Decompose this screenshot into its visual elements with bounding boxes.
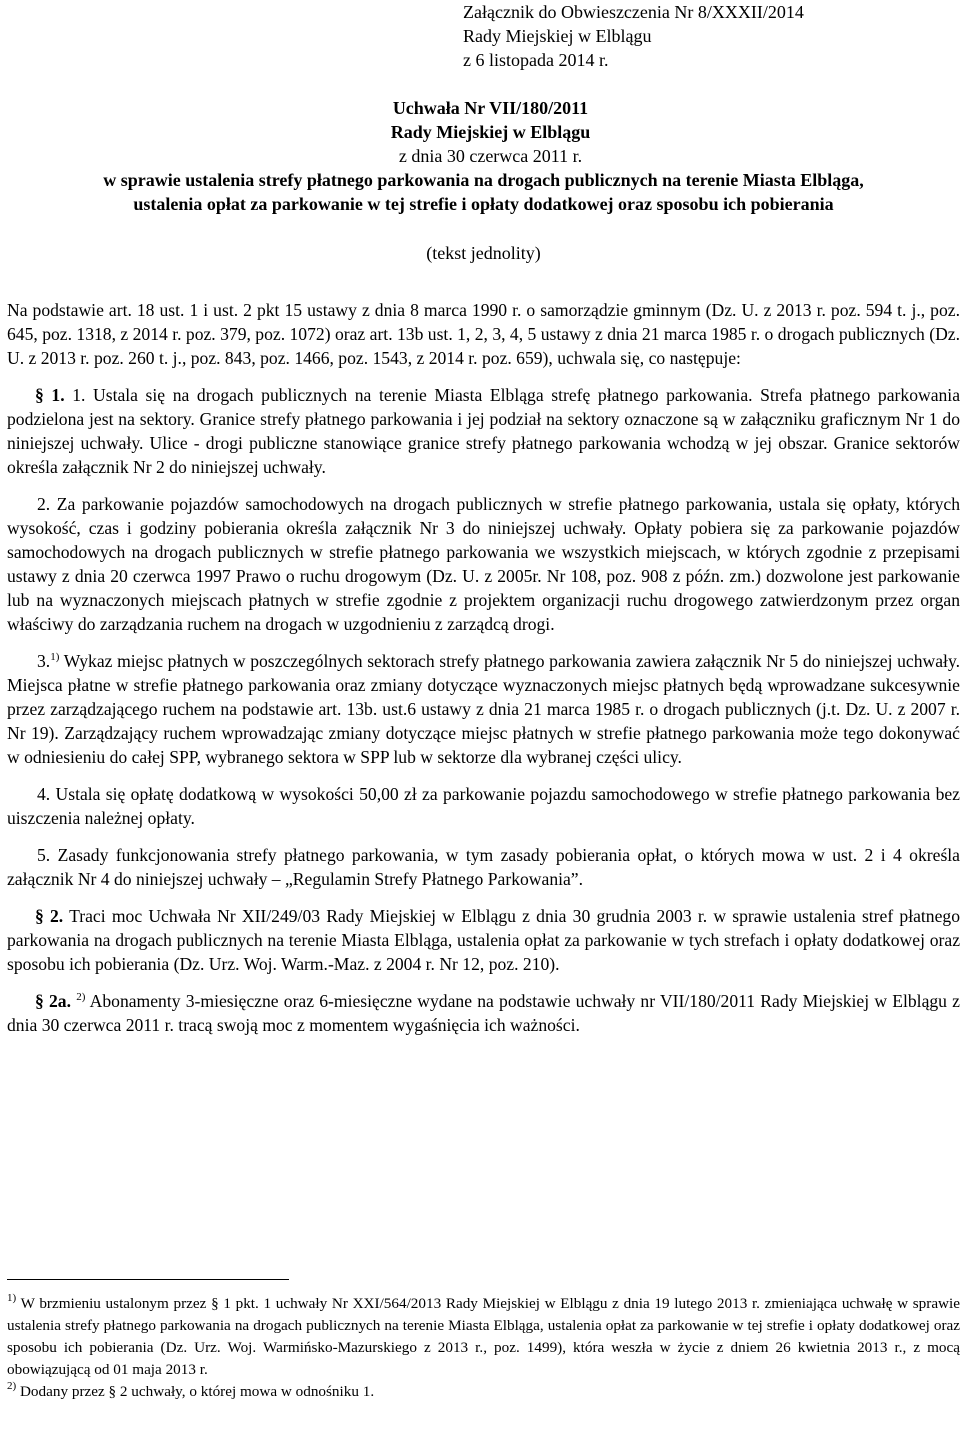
annex-line-1: Załącznik do Obwieszczenia Nr 8/XXXII/2014 [463, 2, 804, 22]
footnote-ref: 1) [50, 651, 60, 663]
subject-line-2: ustalenia opłat za parkowanie w tej strefie i opłaty dodatkowej oraz sposobu ich pobierania [133, 194, 834, 214]
paragraph-number: 3. [37, 651, 51, 671]
footnote-ref: 2) [76, 991, 86, 1003]
section-text: Traci moc Uchwała Nr XII/249/03 Rady Miejskiej w Elblągu z dnia 30 grudnia 2003 r. w sprawie ustalenia stref płatnego parkowania na drogach publicznych na terenie Miasta Elbląga, ustalenia opłat za parkowanie w tych strefach i opłaty dodatkowej oraz sposobu ich pobierania (Dz. Urz. Woj. Warm.-Maz. z 2004 r. Nr 12, poz. 210). [7, 906, 960, 974]
section-1-paragraph-3 [7, 649, 960, 769]
section-1-paragraph-1 [7, 383, 960, 479]
paragraph-number: 5. [37, 845, 51, 865]
section-2a [7, 989, 960, 1037]
preamble: Na podstawie art. 18 ust. 1 i ust. 2 pkt 15 ustawy z dnia 8 marca 1990 r. o samorządzie gminnym (Dz. U. z 2013 r. poz. 594 t. j., poz. 645, poz. 1318, z 2014 r. poz. 379, poz. 1072) oraz art. 13b ust. 1, 2, 3, 4, 5 ustawy z dnia 21 marca 1985 r. o drogach publicznych (Dz. U. z 2013 r. poz. 260 t. j., poz. 843, poz. 1466, poz. 1543, z 2014 r. poz. 659), uchwala się, co następuje: [7, 300, 960, 368]
unified-text-label: (tekst jednolity) [426, 243, 541, 263]
annex-line-3: z 6 listopada 2014 r. [463, 50, 609, 70]
title-line-3: z dnia 30 czerwca 2011 r. [398, 146, 583, 166]
resolution-title [7, 96, 960, 168]
footnotes [7, 1293, 960, 1403]
paragraph-text: Ustala się na drogach publicznych na terenie Miasta Elbląga strefę płatnego parkowania. Strefa płatnego parkowania podzielona jest na sektory. Granice strefy płatnego parkowania i jej podział na sektory oznaczone są w załączniku graficznym Nr 1 do niniejszej uchwały. Ulice - drogi publiczne stanowiące granice strefy płatnego parkowania wchodzą w jej obszar. Granice sektorów określa załącznik Nr 2 do niniejszej uchwały. [7, 385, 960, 477]
subject-line-1: w sprawie ustalenia strefy płatnego parkowania na drogach publicznych na terenie Miasta Elbląga, [103, 170, 864, 190]
footnote-text: W brzmieniu ustalonym przez § 1 pkt. 1 uchwały Nr XXI/564/2013 Rady Miejskiej w Elblągu z dnia 19 lutego 2013 r. zmieniająca uchwałę w sprawie ustalenia strefy płatnego parkowania na drogach publicznych na terenie Miasta Elbląga, ustalenia opłat za parkowanie w tej strefie i opłaty dodatkowej oraz sposobu ich pobierania (Dz. Urz. Woj. Warmińsko-Mazurskiego z 2013 r., poz. 1499), która weszła w życie z dniem 26 kwietnia 2013 r., z mocą obowiązującą od 01 maja 2013 r. [7, 1295, 960, 1378]
annex-header [463, 0, 960, 72]
paragraph-text: Zasady funkcjonowania strefy płatnego parkowania, w tym zasady pobierania opłat, o których mowa w ust. 2 i 4 określa załącznik Nr 4 do niniejszej uchwały – „Regulamin Strefy Płatnego Parkowania”. [7, 845, 960, 889]
footnote-text: Dodany przez § 2 uchwały, o której mowa w odnośniku 1. [19, 1383, 375, 1400]
footnote-marker: 2) [7, 1380, 17, 1392]
resolution-subject [7, 168, 960, 216]
footnote-1 [7, 1293, 960, 1381]
paragraph-number: 2. [37, 494, 51, 514]
section-2-marker: § 2. [35, 906, 64, 926]
title-line-2: Rady Miejskiej w Elblągu [390, 122, 591, 142]
annex-line-2: Rady Miejskiej w Elblągu [463, 26, 652, 46]
title-line-1: Uchwała Nr VII/180/2011 [392, 98, 589, 118]
footnote-marker: 1) [7, 1292, 17, 1304]
paragraph-number: 1. [72, 385, 86, 405]
footnote-2 [7, 1381, 960, 1403]
section-text: Abonamenty 3-miesięczne oraz 6-miesięczne wydane na podstawie uchwały nr VII/180/2011 Rady Miejskiej w Elblągu z dnia 30 czerwca 2011 r. tracą swoją moc z momentem wygaśnięcia ich ważności. [7, 991, 960, 1035]
paragraph-number: 4. [37, 784, 51, 804]
section-1-paragraph-2 [7, 492, 960, 636]
section-1-paragraph-5 [7, 843, 960, 891]
paragraph-text: Za parkowanie pojazdów samochodowych na drogach publicznych w strefie płatnego parkowania, ustala się opłaty, których wysokość, czas i godziny pobierania określa załącznik Nr 3 do niniejszej uchwały. Opłaty pobiera się za parkowanie pojazdów samochodowych na drogach publicznych w strefie płatnego parkowania we wszystkich miejscach, w których zgodnie z przepisami ustawy z dnia 20 czerwca 1997 Prawo o ruchu drogowym (Dz. U. z 2005r. Nr 108, poz. 908 z późn. zm.) dozwolone jest parkowanie lub na wyznaczonych miejscach płatnych w strefie zgodnie z projektem organizacji ruchu drogowego zatwierdzonym przez organ właściwy do zarządzania ruchem na drogach w uzgodnieniu z zarządcą drogi. [7, 494, 960, 634]
section-2a-marker: § 2a. [35, 991, 72, 1011]
paragraph-text: Ustala się opłatę dodatkową w wysokości 50,00 zł za parkowanie pojazdu samochodowego w strefie płatnego parkowania bez uiszczenia należnej opłaty. [7, 784, 960, 828]
paragraph-text: Wykaz miejsc płatnych w poszczególnych sektorach strefy płatnego parkowania zawiera załącznik Nr 5 do niniejszej uchwały. Miejsca płatne w strefie płatnego parkowania oraz zmiany dotyczące wyznaczonych miejsc płatnych będą wprowadzane sukcesywnie przez zarządzającego ruchem na podstawie art. 13b. ust.6 ustawy z dnia 21 marca 1985 r. o drogach publicznych (j.t. Dz. U. z 2007 r. Nr 19). Zarządzający ruchem wprowadzając zmiany dotyczące miejsc płatnych w strefie płatnego parkowania może tego dokonywać w odniesieniu do całej SPP, wybranego sektora w SPP lub w sektorze dla wybranej części ulicy. [7, 651, 960, 767]
footnote-separator [7, 1279, 289, 1280]
section-1-paragraph-4 [7, 782, 960, 830]
section-1-marker: § 1. [35, 385, 65, 405]
section-2 [7, 904, 960, 976]
document-body [7, 298, 960, 1050]
